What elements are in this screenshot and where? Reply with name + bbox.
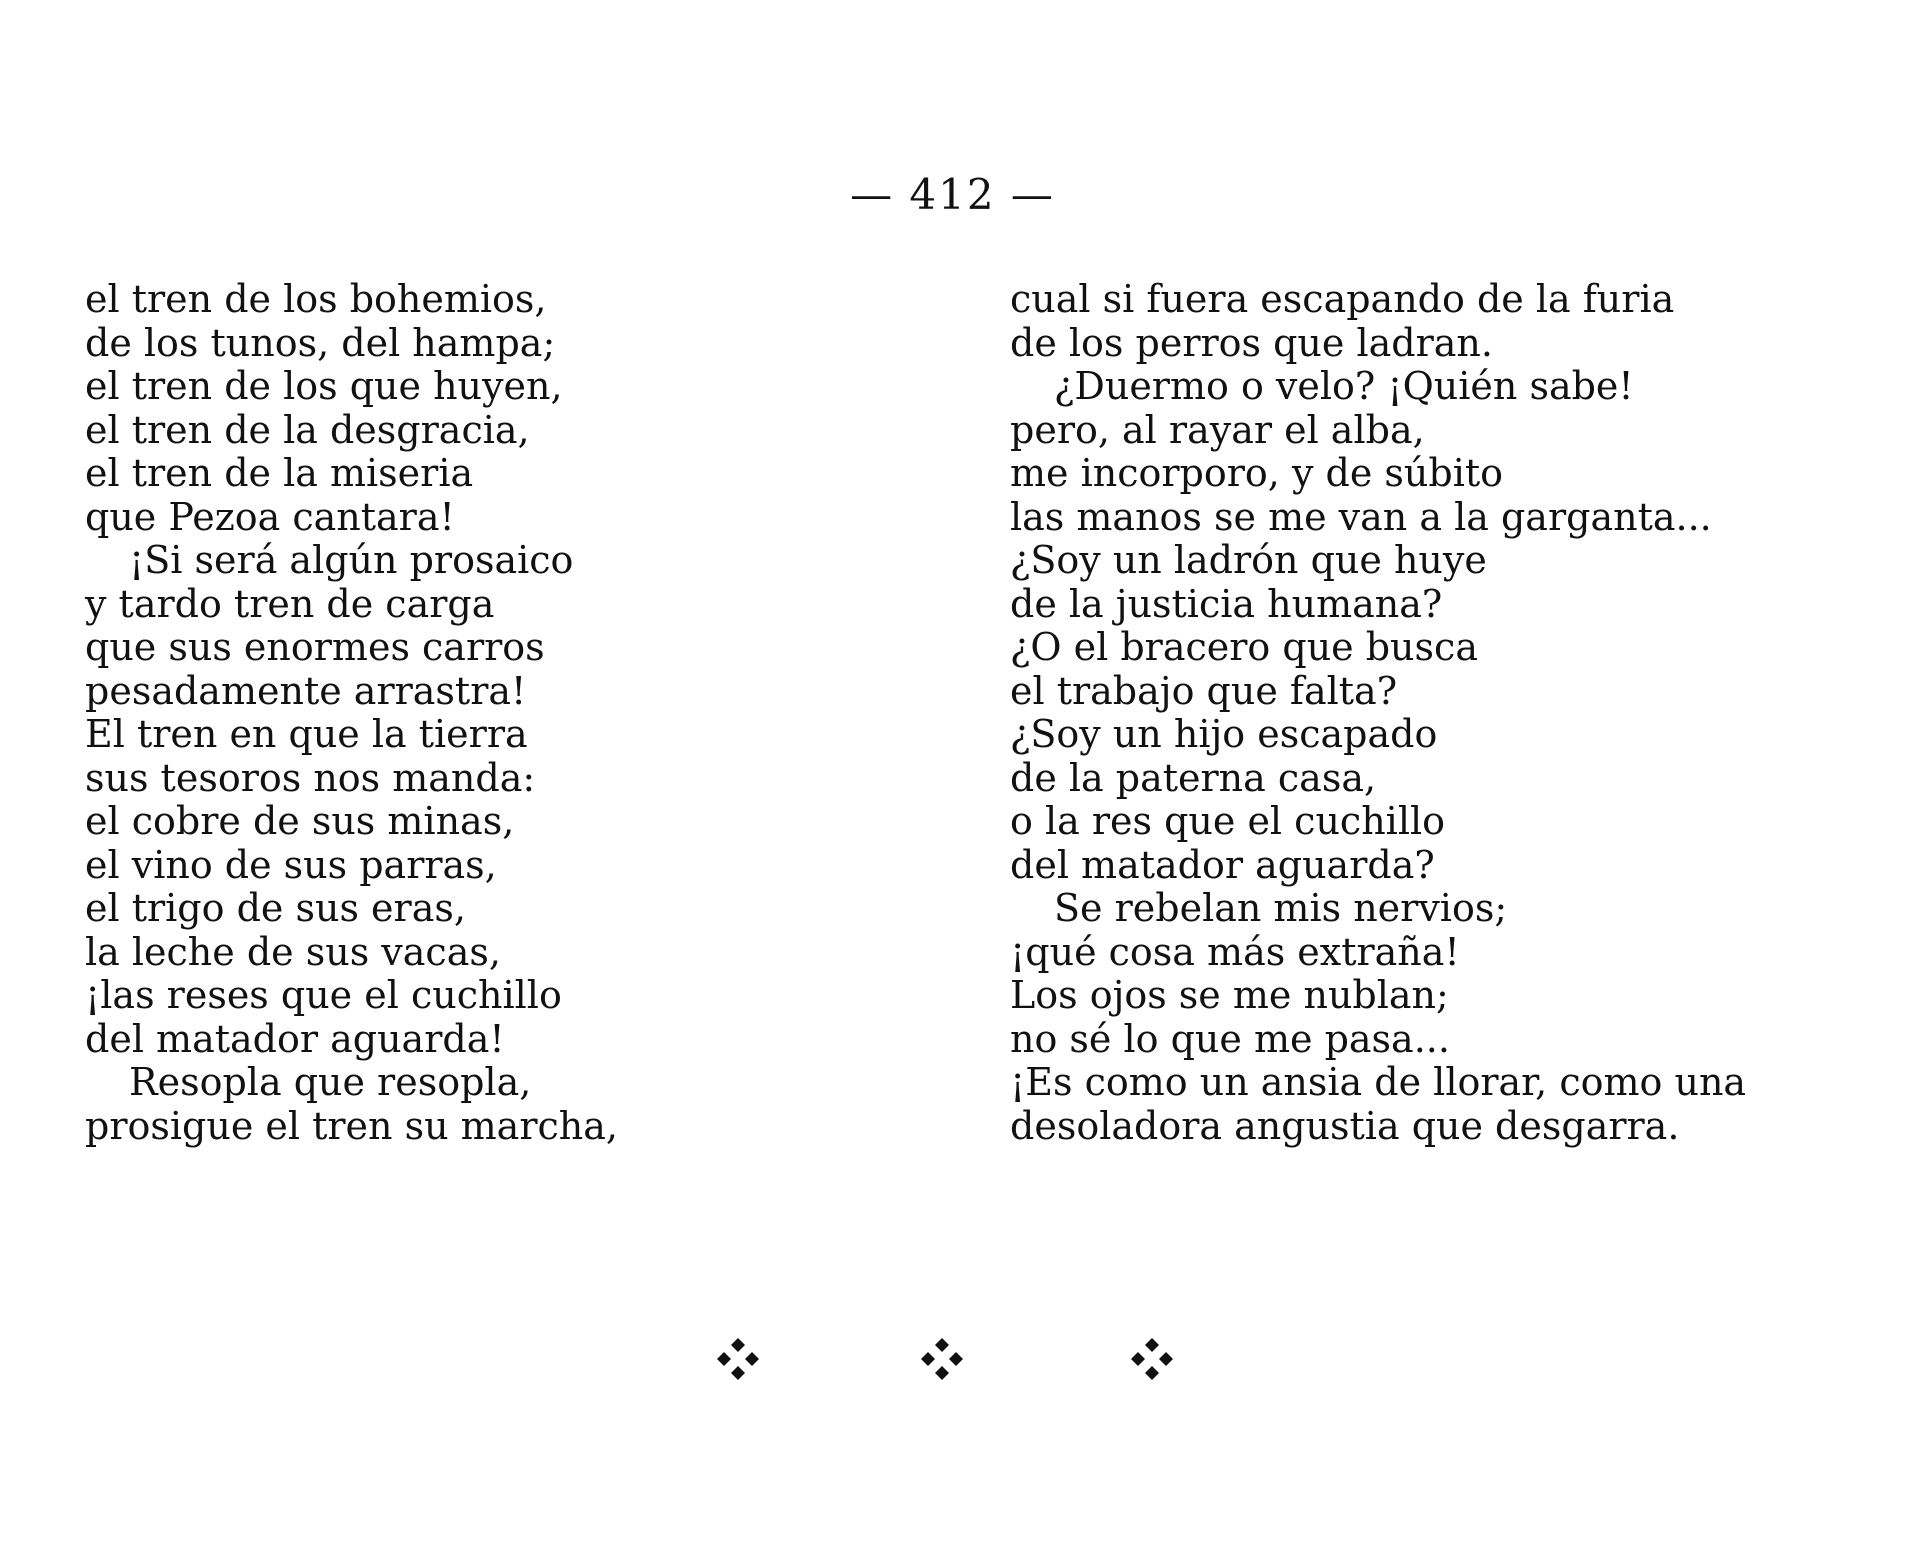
page-number: — 412 — [850, 170, 1055, 219]
verse-line: y tardo tren de carga [85, 581, 495, 626]
verse-line: ¿Soy un hijo escapado [1010, 712, 1438, 756]
verse-line: no sé lo que me pasa... [1010, 1016, 1450, 1061]
verse-line: ¡qué cosa más extraña! [1010, 929, 1460, 974]
verse-line: Se rebelan mis nervios; [1054, 886, 1508, 930]
verse-line: El tren en que la tierra [85, 712, 528, 756]
verse-line: prosigue el tren su marcha, [85, 1103, 618, 1148]
verse-line: ¡las reses que el cuchillo [85, 973, 562, 1017]
verse-line: el tren de los bohemios, [85, 277, 547, 321]
verse-line: el tren de la desgracia, [85, 407, 530, 452]
verse-line: ¡Si será algún prosaico [129, 538, 574, 582]
verse-line: ¿Soy un ladrón que huye [1010, 538, 1487, 582]
verse-line: o la res que el cuchillo [1010, 799, 1446, 843]
diamond-cluster-icon [912, 1332, 972, 1392]
section-ornaments [0, 1332, 1905, 1392]
verse-line: sus tesoros nos manda: [85, 755, 536, 800]
verse-line: el trigo de sus eras, [85, 886, 466, 930]
verse-line: desoladora angustia que desgarra. [1010, 1103, 1680, 1148]
verse-line: ¿O el bracero que busca [1010, 625, 1478, 669]
right-column [1010, 278, 1746, 1148]
verse-line: pero, al rayar el alba, [1010, 407, 1425, 452]
verse-line: Resopla que resopla, [129, 1060, 532, 1104]
verse-line: de la paterna casa, [1010, 755, 1377, 800]
verse-line: el tren de los que huyen, [85, 364, 563, 408]
verse-line: que Pezoa cantara! [85, 494, 455, 539]
verse-line: el vino de sus parras, [85, 842, 497, 887]
verse-line: Los ojos se me nublan; [1010, 973, 1449, 1017]
verse-line: que sus enormes carros [85, 625, 545, 669]
verse-line: de los perros que ladran. [1010, 320, 1493, 365]
verse-line: cual si fuera escapando de la furia [1010, 277, 1675, 321]
verse-line: de la justicia humana? [1010, 581, 1443, 626]
left-column [85, 278, 618, 1148]
verse-line: pesadamente arrastra! [85, 668, 527, 713]
verse-line: ¿Duermo o velo? ¡Quién sabe! [1054, 364, 1634, 408]
diamond-cluster-icon [708, 1332, 768, 1392]
verse-line: de los tunos, del hampa; [85, 320, 556, 365]
verse-line: las manos se me van a la garganta... [1010, 494, 1712, 539]
diamond-cluster-icon [1122, 1332, 1182, 1392]
verse-line: del matador aguarda? [1010, 842, 1435, 887]
verse-line: ¡Es como un ansia de llorar, como una [1010, 1060, 1747, 1104]
verse-line: el cobre de sus minas, [85, 799, 515, 843]
verse-line: la leche de sus vacas, [85, 929, 501, 974]
verse-line: del matador aguarda! [85, 1016, 505, 1061]
verse-line: el tren de la miseria [85, 451, 474, 495]
verse-line: el trabajo que falta? [1010, 668, 1398, 713]
verse-line: me incorporo, y de súbito [1010, 451, 1503, 495]
